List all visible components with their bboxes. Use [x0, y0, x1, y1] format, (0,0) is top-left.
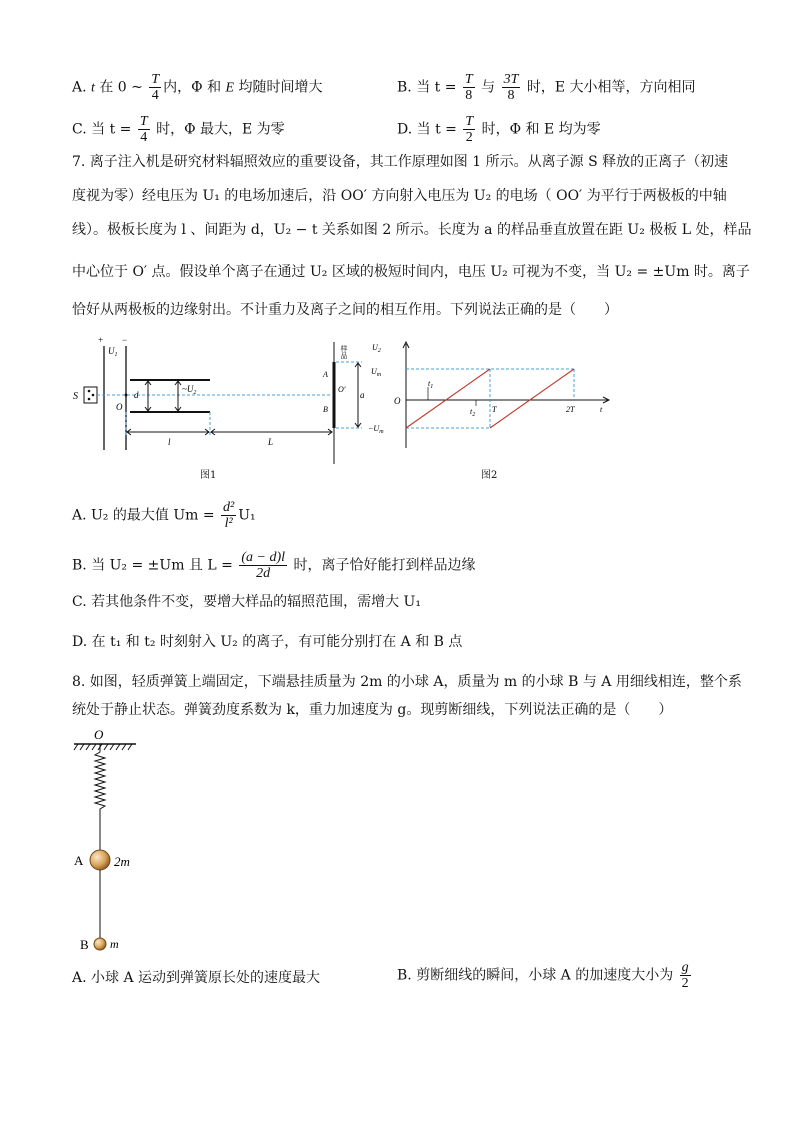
q7-stem-line-2: 度视为零）经电压为 U₁ 的电场加速后，沿 OO′ 方向射入电压为 U₂ 的电场（ OO′ 为平行于两极板的中轴 [72, 188, 727, 204]
q8-stem-line-1: 8. 如图，轻质弹簧上端固定，下端悬挂质量为 2m 的小球 A，质量为 m 的小球 B 与 A 用细线相连，整个系 [72, 674, 742, 690]
q7-option-a: A. U₂ 的最大值 Um = $\frac{\text{d²}}{\text{l²}}$ U₁ [72, 500, 256, 531]
o-label: O [116, 402, 123, 412]
q7-stem-line-5: 恰好从两极板的边缘射出。不计重力及离子之间的相互作用。下列说法正确的是（ ） [72, 302, 618, 318]
ball-a [90, 850, 110, 870]
sawtooth-ramp-2 [490, 369, 574, 428]
a-mass-label: 2m [114, 854, 130, 869]
a-label: A [74, 853, 84, 868]
q7-stem-line-3: 线）。极板长度为 l 、间距为 d，U₂ − t 关系如图 2 所示。长度为 a 的样品垂直放置在距 U₂ 极板 L 处，样品 [72, 222, 752, 238]
b-point-label: B [323, 405, 328, 414]
a-point-label: A [323, 370, 328, 379]
figure-1-caption: 图1 [200, 470, 217, 481]
l-label: l [168, 437, 171, 447]
u2-label: $\sim U_2$ [182, 384, 197, 396]
ball-b [94, 938, 106, 950]
b-mass-label: m [110, 937, 119, 951]
o-label: O [94, 727, 104, 742]
plus-sign: + [98, 335, 104, 345]
figure-2-caption: 图2 [481, 470, 498, 481]
q8-stem-line-2: 统处于静止状态。弹簧劲度系数为 k，重力加速度为 g。现剪断细线，下列说法正确的是（ ） [72, 702, 673, 718]
q6-option-b: B. 当 t = $\frac{T}{8}$ 与 $\frac{3T}{8}$ 时，E 大小相等，方向相同 [397, 72, 696, 103]
sawtooth-ramp-1 [406, 369, 490, 428]
spring [95, 744, 105, 850]
q6-option-c: C. 当 t = $\frac{T}{4}$ 时，Φ 最大，E 为零 [72, 114, 285, 145]
q7-stem-line-1: 7. 离子注入机是研究材料辐照效应的重要设备，其工作原理如图 1 所示。从离子源 S 释放的正离子（初速 [72, 154, 729, 170]
q7-option-b: B. 当 U₂ = ±Um 且 L = $\frac{(a - d)l}{2d}$ 时，离子恰好能打到样品边缘 [72, 550, 476, 581]
q8-option-b: B. 剪断细线的瞬间，小球 A 的加速度大小为 $\frac{g}{2}$ [397, 960, 689, 991]
q7-option-d: D. 在 t₁ 和 t₂ 时刻射入 U₂ 的离子，有可能分别打在 A 和 B 点 [72, 634, 463, 650]
q7-stem-line-4: 中心位于 O′ 点。假设单个离子在通过 U₂ 区域的极短时间内，电压 U₂ 可视为不变，当 U₂ = ±Um 时。离子 [72, 264, 750, 280]
svg-text:U2: $U_2$ [372, 343, 381, 354]
q8-option-a: A. 小球 A 运动到弹簧原长处的速度最大 [72, 970, 321, 986]
svg-text:t1: $t_1$ [428, 379, 434, 390]
s-label: S [73, 391, 78, 402]
L-label: L [268, 437, 274, 447]
svg-text:t2: $t_2$ [470, 407, 476, 418]
a-length-label: a [360, 390, 365, 400]
q6-option-d: D. 当 t = $\frac{T}{2}$ 时，Φ 和 E 均为零 [397, 114, 601, 145]
svg-text:2T: 2T [566, 405, 575, 414]
ion-source [84, 387, 97, 403]
q7-option-c: C. 若其他条件不变，要增大样品的辐照范围，需增大 U₁ [72, 594, 421, 610]
d-label: d [134, 390, 139, 400]
figure-spring [70, 726, 160, 962]
svg-text:−Um: $-U_m$ [368, 424, 384, 435]
q6-option-a: A. t 在 0 ~ $\frac{T}{4}$ 内，Φ 和 E 均随时间增大 [72, 72, 323, 103]
sample-label: 样品 [340, 345, 348, 359]
oprime-label: O′ [338, 385, 346, 394]
svg-text:Um: $U_m$ [371, 367, 382, 378]
b-label: B [80, 937, 89, 952]
fraction: $\frac{T}{4}$ [151, 72, 160, 103]
figure-1 [70, 332, 370, 486]
figure-2 [368, 336, 618, 481]
svg-text:t: t [600, 405, 603, 414]
u1-label: $U_1$ [108, 346, 118, 358]
svg-text:O: O [394, 396, 401, 406]
svg-text:T: T [492, 405, 497, 414]
minus-sign: − [122, 335, 128, 345]
